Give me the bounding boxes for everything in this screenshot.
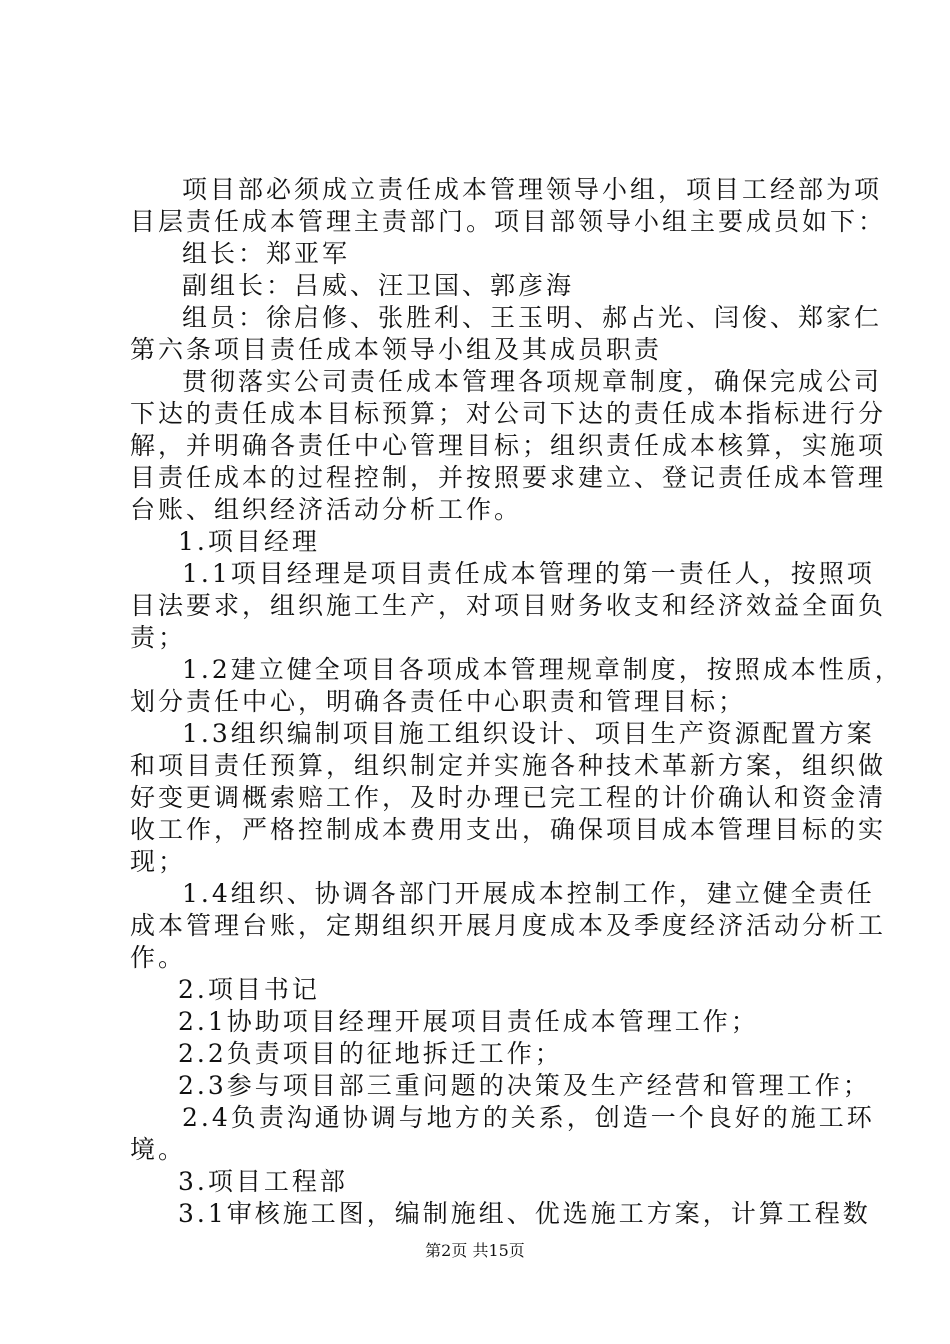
subsection-heading: 2.项目书记 — [178, 975, 320, 1004]
paragraph-line: 解，并明确各责任中心管理目标；组织责任成本核算，实施项 — [130, 431, 887, 460]
paragraph-line: 1.2建立健全项目各项成本管理规章制度，按照成本性质， — [182, 655, 903, 684]
paragraph-line: 收工作，严格控制成本费用支出，确保项目成本管理目标的实 — [130, 815, 887, 844]
subsection-heading: 1.项目经理 — [178, 527, 320, 556]
paragraph-line: 2.3参与项目部三重问题的决策及生产经营和管理工作； — [178, 1071, 871, 1100]
paragraph-line: 好变更调概索赔工作，及时办理已完工程的计价确认和资金清 — [130, 783, 887, 812]
paragraph-line: 目责任成本的过程控制，并按照要求建立、登记责任成本管理 — [130, 463, 887, 492]
paragraph-line: 3.1审核施工图，编制施组、优选施工方案，计算工程数 — [178, 1199, 871, 1228]
paragraph-line: 目法要求，组织施工生产，对项目财务收支和经济效益全面负 — [130, 591, 887, 620]
paragraph-line: 下达的责任成本目标预算；对公司下达的责任成本指标进行分 — [130, 399, 887, 428]
paragraph-line: 组长：郑亚军 — [182, 239, 351, 268]
paragraph-line: 项目部必须成立责任成本管理领导小组，项目工经部为项 — [182, 175, 883, 204]
paragraph-line: 划分责任中心，明确各责任中心职责和管理目标； — [130, 687, 747, 716]
paragraph-line: 副组长：吕威、汪卫国、郭彦海 — [182, 271, 575, 300]
paragraph-line: 2.4负责沟通协调与地方的关系，创造一个良好的施工环 — [182, 1103, 875, 1132]
paragraph-line: 和项目责任预算，组织制定并实施各种技术革新方案，组织做 — [130, 751, 887, 780]
paragraph-line: 1.4组织、协调各部门开展成本控制工作，建立健全责任 — [182, 879, 875, 908]
paragraph-line: 2.1协助项目经理开展项目责任成本管理工作； — [178, 1007, 759, 1036]
page-number-footer: 第2页 共15页 — [425, 1241, 525, 1260]
section-heading: 第六条项目责任成本领导小组及其成员职责 — [130, 335, 663, 364]
paragraph-line: 组员：徐启修、张胜利、王玉明、郝占光、闫俊、郑家仁 — [182, 303, 883, 332]
paragraph-line: 2.2负责项目的征地拆迁工作； — [178, 1039, 563, 1068]
paragraph-line: 贯彻落实公司责任成本管理各项规章制度，确保完成公司 — [182, 367, 883, 396]
paragraph-line: 责； — [130, 623, 187, 652]
paragraph-line: 作。 — [130, 943, 187, 972]
paragraph-line: 成本管理台账，定期组织开展月度成本及季度经济活动分析工 — [130, 911, 887, 940]
paragraph-line: 目层责任成本管理主责部门。项目部领导小组主要成员如下： — [130, 207, 887, 236]
paragraph-line: 1.1项目经理是项目责任成本管理的第一责任人，按照项 — [182, 559, 875, 588]
paragraph-line: 1.3组织编制项目施工组织设计、项目生产资源配置方案 — [182, 719, 875, 748]
subsection-heading: 3.项目工程部 — [178, 1167, 348, 1196]
paragraph-line: 现； — [130, 847, 187, 876]
paragraph-line: 台账、组织经济活动分析工作。 — [130, 495, 523, 524]
paragraph-line: 境。 — [130, 1135, 187, 1164]
